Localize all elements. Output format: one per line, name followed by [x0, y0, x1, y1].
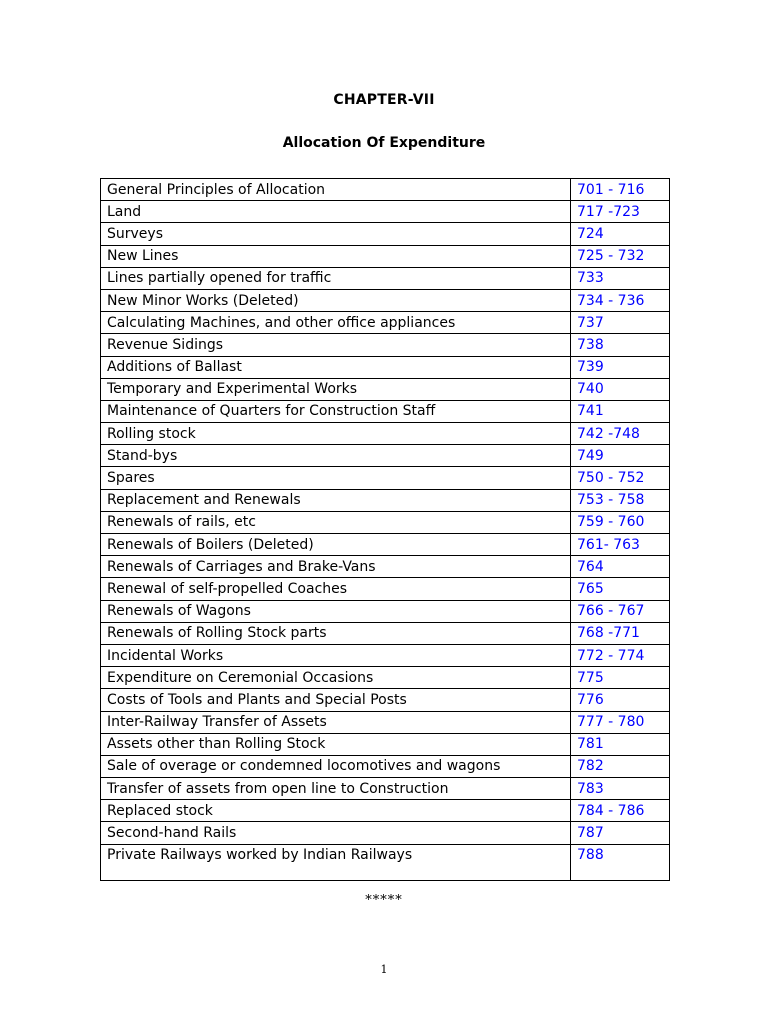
paragraph-ref-link[interactable]: 768 -771 [571, 622, 670, 644]
topic-cell: Renewals of Carriages and Brake-Vans [101, 556, 571, 578]
topic-cell: Second-hand Rails [101, 822, 571, 844]
topic-cell: Inter-Railway Transfer of Assets [101, 711, 571, 733]
paragraph-ref-link[interactable]: 741 [571, 400, 670, 422]
table-row [101, 467, 670, 489]
paragraph-ref-link[interactable]: 766 - 767 [571, 600, 670, 622]
table-row [101, 289, 670, 311]
topic-cell: Expenditure on Ceremonial Occasions [101, 667, 571, 689]
table-row [101, 534, 670, 556]
paragraph-ref-link[interactable]: 775 [571, 667, 670, 689]
table-row [101, 201, 670, 223]
chapter-title: CHAPTER-VII [333, 92, 435, 108]
table-row [101, 400, 670, 422]
paragraph-ref-link[interactable]: 739 [571, 356, 670, 378]
table-row [101, 667, 670, 689]
topic-cell: New Minor Works (Deleted) [101, 289, 571, 311]
table-row [101, 711, 670, 733]
paragraph-ref-link[interactable]: 759 - 760 [571, 511, 670, 533]
table-row [101, 622, 670, 644]
paragraph-ref-link[interactable]: 724 [571, 223, 670, 245]
paragraph-ref-link[interactable]: 783 [571, 778, 670, 800]
topic-cell: Calculating Machines, and other office appliances [101, 312, 571, 334]
contents-table [100, 178, 670, 881]
topic-cell: New Lines [101, 245, 571, 267]
topic-cell: Renewals of rails, etc [101, 511, 571, 533]
topic-cell: Transfer of assets from open line to Construction [101, 778, 571, 800]
topic-cell: Renewals of Rolling Stock parts [101, 622, 571, 644]
table-row [101, 644, 670, 666]
table-row [101, 445, 670, 467]
table-row [101, 423, 670, 445]
paragraph-ref-link[interactable]: 761- 763 [571, 534, 670, 556]
paragraph-ref-link[interactable]: 772 - 774 [571, 644, 670, 666]
table-row [101, 556, 670, 578]
paragraph-ref-link[interactable]: 764 [571, 556, 670, 578]
table-row [101, 778, 670, 800]
paragraph-ref-link[interactable]: 701 - 716 [571, 179, 670, 201]
paragraph-ref-link[interactable]: 781 [571, 733, 670, 755]
table-row [101, 179, 670, 201]
topic-cell: Renewals of Wagons [101, 600, 571, 622]
paragraph-ref-link[interactable]: 733 [571, 267, 670, 289]
table-row [101, 334, 670, 356]
topic-cell: Renewal of self-propelled Coaches [101, 578, 571, 600]
topic-cell: Incidental Works [101, 644, 571, 666]
topic-cell: Land [101, 201, 571, 223]
table-row [101, 755, 670, 777]
table-row [101, 312, 670, 334]
paragraph-ref-link[interactable]: 753 - 758 [571, 489, 670, 511]
topic-cell: Rolling stock [101, 423, 571, 445]
topic-cell: Lines partially opened for traffic [101, 267, 571, 289]
topic-cell: Replacement and Renewals [101, 489, 571, 511]
topic-cell: Surveys [101, 223, 571, 245]
topic-cell: General Principles of Allocation [101, 179, 571, 201]
table-row [101, 822, 670, 844]
table-row [101, 356, 670, 378]
table-row [101, 511, 670, 533]
contents-table-body [101, 179, 670, 881]
paragraph-ref-link[interactable]: 742 -748 [571, 423, 670, 445]
topic-cell: Costs of Tools and Plants and Special Posts [101, 689, 571, 711]
topic-cell: Private Railways worked by Indian Railways [101, 844, 571, 880]
table-row [101, 267, 670, 289]
table-row [101, 733, 670, 755]
paragraph-ref-link[interactable]: 787 [571, 822, 670, 844]
table-row [101, 578, 670, 600]
topic-cell: Maintenance of Quarters for Construction Staff [101, 400, 571, 422]
paragraph-ref-link[interactable]: 717 -723 [571, 201, 670, 223]
page-number: 1 [380, 963, 388, 976]
section-end-marker: ***** [365, 893, 403, 908]
paragraph-ref-link[interactable]: 765 [571, 578, 670, 600]
paragraph-ref-link[interactable]: 737 [571, 312, 670, 334]
table-row [101, 689, 670, 711]
topic-cell: Assets other than Rolling Stock [101, 733, 571, 755]
topic-cell: Stand-bys [101, 445, 571, 467]
table-row [101, 378, 670, 400]
table-row [101, 800, 670, 822]
paragraph-ref-link[interactable]: 749 [571, 445, 670, 467]
topic-cell: Renewals of Boilers (Deleted) [101, 534, 571, 556]
table-row [101, 844, 670, 880]
paragraph-ref-link[interactable]: 750 - 752 [571, 467, 670, 489]
paragraph-ref-link[interactable]: 777 - 780 [571, 711, 670, 733]
table-row [101, 600, 670, 622]
topic-cell: Spares [101, 467, 571, 489]
table-row [101, 223, 670, 245]
paragraph-ref-link[interactable]: 776 [571, 689, 670, 711]
topic-cell: Additions of Ballast [101, 356, 571, 378]
topic-cell: Temporary and Experimental Works [101, 378, 571, 400]
table-row [101, 245, 670, 267]
paragraph-ref-link[interactable]: 782 [571, 755, 670, 777]
paragraph-ref-link[interactable]: 784 - 786 [571, 800, 670, 822]
table-row [101, 489, 670, 511]
section-title: Allocation Of Expenditure [282, 135, 486, 151]
paragraph-ref-link[interactable]: 738 [571, 334, 670, 356]
paragraph-ref-link[interactable]: 725 - 732 [571, 245, 670, 267]
topic-cell: Replaced stock [101, 800, 571, 822]
paragraph-ref-link[interactable]: 788 [571, 844, 670, 880]
paragraph-ref-link[interactable]: 740 [571, 378, 670, 400]
topic-cell: Revenue Sidings [101, 334, 571, 356]
topic-cell: Sale of overage or condemned locomotives and wagons [101, 755, 571, 777]
paragraph-ref-link[interactable]: 734 - 736 [571, 289, 670, 311]
